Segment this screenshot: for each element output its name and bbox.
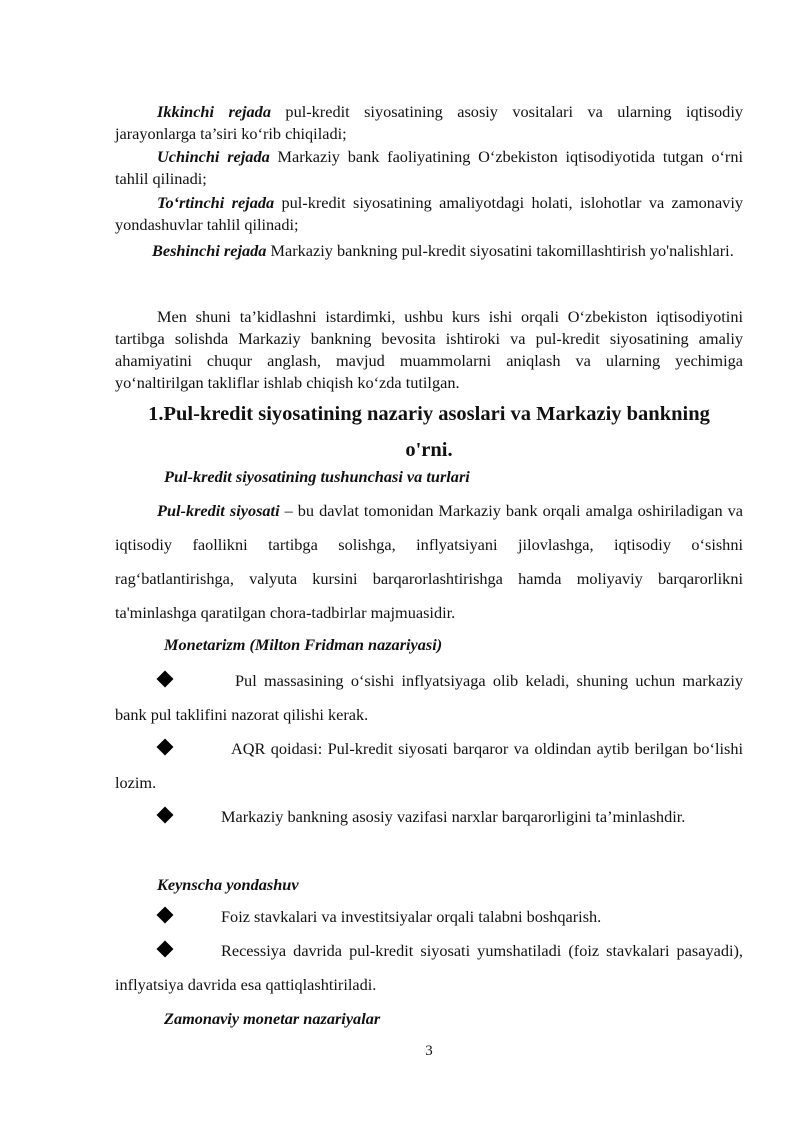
plan-text: pul-kredit siyosatining asosiy vositalari va ularning iqtisodiy jarayonlarga ta’siri ko‘rib chiqiladi; — [115, 102, 743, 143]
bullet-text: Pul massasining o‘sishi inflyatsiyaga olib keladi, shuning uchun markaziy bank pul taklifini nazorat qilishi kerak. — [115, 671, 743, 724]
keynes-title: Keynscha yondashuv — [157, 875, 299, 894]
monetarism-title: Monetarizm (Milton Fridman nazariyasi) — [164, 635, 443, 654]
bullet-text: Foiz stavkalari va investitsiyalar orqali talabni boshqarish. — [221, 907, 602, 926]
chapter-heading-line1: 1.Pul-kredit siyosatining nazariy asoslari va Markaziy bankning — [148, 403, 710, 425]
plan-lead: To‘rtinchi rejada — [157, 193, 275, 212]
diamond-bullet-icon — [157, 907, 174, 924]
intro-text: Men shuni ta’kidlashni istardimki, ushbu kurs ishi orqali O‘zbekiston iqtisodiyotini tartibga solishda Markaziy bankning bevosita ishtiroki va pul-kredit siyosatining amaliy ahamiyatini chuqur anglash, mavjud muammolarni aniqlash va ularning yechimiga yo‘naltirilgan takliflar ishlab chiqish ko‘zda tutilgan. — [115, 307, 743, 392]
intro-paragraph — [115, 306, 743, 394]
plan-item-4 — [115, 192, 743, 236]
plan-item-2 — [115, 101, 743, 145]
plan-text: pul-kredit siyosatining amaliyotdagi holati, islohotlar va zamonaviy yondashuvlar tahlil qilinadi; — [115, 193, 743, 234]
page-number: 3 — [425, 1043, 433, 1059]
definition-text: – bu davlat tomonidan Markaziy bank orqali amalga oshiriladigan va iqtisodiy faollikni tartibga solishga, inflyatsiyani jilovlashga, iqtisodiy o‘sishni rag‘batlantirishga, valyuta kursini barqarorlashtirishga hamda moliyaviy barqarorlikni ta'minlashga qaratilgan chora-tadbirlar majmuasidir. — [115, 501, 744, 622]
diamond-bullet-icon — [157, 941, 174, 958]
monetarism-bullet-2 — [115, 732, 743, 800]
plan-text: Markaziy bankning pul-kredit siyosatini takomillashtirish yo'nalishlari. — [266, 241, 734, 260]
plan-lead: Uchinchi rejada — [157, 147, 270, 166]
chapter-heading-line2: o'rni. — [405, 439, 453, 461]
bullet-text: Recessiya davrida pul-kredit siyosati yumshatiladi (foiz stavkalari pasayadi), inflyatsiya davrida esa qattiqlashtiriladi. — [115, 941, 743, 994]
plan-text: Markaziy bank faoliyatining O‘zbekiston iqtisodiyotida tutgan o‘rni tahlil qilinadi; — [115, 147, 743, 188]
diamond-bullet-icon — [157, 671, 174, 688]
monetarism-bullet-1 — [115, 664, 743, 732]
plan-lead: Beshinchi rejada — [152, 241, 267, 260]
modern-theories-title: Zamonaviy monetar nazariyalar — [164, 1009, 381, 1028]
keynes-bullet-2 — [115, 934, 743, 1002]
definition-paragraph — [115, 494, 743, 630]
document-page — [115, 0, 743, 1131]
definition-term: Pul-kredit siyosati — [157, 501, 280, 520]
plan-lead: Ikkinchi rejada — [157, 102, 271, 121]
section-title: Pul-kredit siyosatining tushunchasi va turlari — [164, 467, 470, 486]
bullet-text: Markaziy bankning asosiy vazifasi narxlar barqarorligini ta’minlashdir. — [221, 807, 686, 826]
diamond-bullet-icon — [157, 807, 174, 824]
plan-item-3 — [115, 146, 743, 190]
diamond-bullet-icon — [157, 739, 174, 756]
bullet-text: AQR qoidasi: Pul-kredit siyosati barqaror va oldindan aytib berilgan bo‘lishi lozim. — [115, 739, 743, 792]
plan-item-5 — [115, 235, 743, 267]
monetarism-bullet-3 — [115, 800, 743, 834]
keynes-bullet-1 — [115, 900, 743, 934]
